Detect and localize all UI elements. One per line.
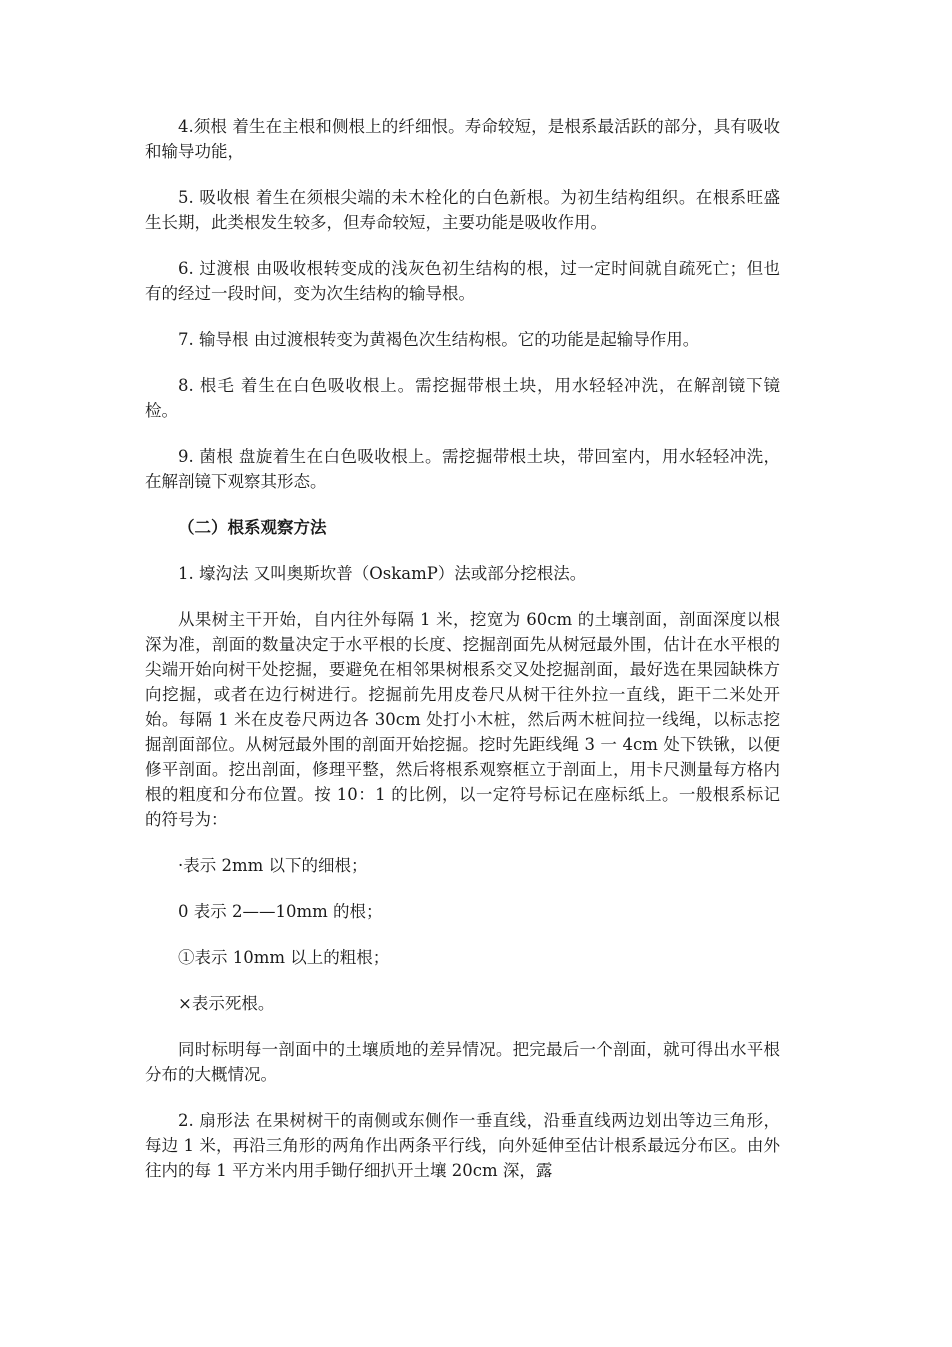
- paragraph-transition-root: 6. 过渡根 由吸收根转变成的浅灰色初生结构的根，过一定时间就自疏死亡；但也有的经过一段时间，变为次生结构的输导根。: [145, 259, 780, 303]
- method-fan-body: 2. 扇形法 在果树树干的南侧或东侧作一垂直线，沿垂直线两边划出等边三角形，每边 1 米，再沿三角形的两角作出两条平行线，向外延伸至估计根系最远分布区。由外往内的每 1 平方米内用手锄仔细扒开土壤 20cm 深，露: [145, 1111, 780, 1180]
- symbol-fine-root: ·表示 2mm 以下的细根；: [178, 856, 368, 875]
- paragraph-conducting-root: 7. 输导根 由过渡根转变为黄褐色次生结构根。它的功能是起输导作用。: [178, 330, 700, 349]
- method-trench-summary: 同时标明每一剖面中的土壤质地的差异情况。把完最后一个剖面，就可得出水平根分布的大概情况。: [145, 1040, 780, 1084]
- symbol-medium-root: 0 表示 2——10mm 的根；: [178, 902, 383, 921]
- symbol-thick-root: ①表示 10mm 以上的粗根；: [178, 948, 390, 967]
- method-trench-title: 1. 壕沟法 又叫奥斯坎普（OskamP）法或部分挖根法。: [178, 564, 587, 583]
- document-body: [145, 114, 780, 1204]
- paragraph-root-hair: 8. 根毛 着生在白色吸收根上。需挖掘带根土块，用水轻轻冲洗，在解剖镜下镜检。: [145, 376, 780, 420]
- section-heading: （二）根系观察方法: [178, 518, 327, 537]
- symbol-dead-root: ×表示死根。: [178, 994, 275, 1013]
- paragraph-mycorrhiza: 9. 菌根 盘旋着生在白色吸收根上。需挖掘带根土块，带回室内，用水轻轻冲洗，在解剖镜下观察其形态。: [145, 447, 780, 491]
- paragraph-absorbing-root: 5. 吸收根 着生在须根尖端的未木栓化的白色新根。为初生结构组织。在根系旺盛生长期，此类根发生较多，但寿命较短，主要功能是吸收作用。: [145, 188, 780, 232]
- paragraph-fibrous-root: 4.须根 着生在主根和侧根上的纤细恨。寿命较短，是根系最活跃的部分，具有吸收和输导功能，: [145, 117, 780, 161]
- method-trench-body: 从果树主干开始，自内往外每隔 1 米，挖宽为 60cm 的土壤剖面，剖面深度以根深为准，剖面的数量决定于水平根的长度、挖掘剖面先从树冠最外围，估计在水平根的尖端开始向树干处挖掘，要避免在相邻果树根系交叉处挖掘剖面，最好选在果园缺株方向挖掘，或者在边行树进行。挖掘前先用皮卷尺从树干往外拉一直线，距干二米处开始。每隔 1 米在皮卷尺两边各 30cm 处打小木桩，然后两木桩间拉一线绳，以标志挖掘剖面部位。从树冠最外围的剖面开始挖掘。挖时先距线绳 3 一 4cm 处下铁锹，以便修平剖面。挖出剖面，修理平整，然后将根系观察框立于剖面上，用卡尺测量每方格内根的粗度和分布位置。按 10：1 的比例，以一定符号标记在座标纸上。一般根系标记的符号为：: [145, 610, 780, 829]
